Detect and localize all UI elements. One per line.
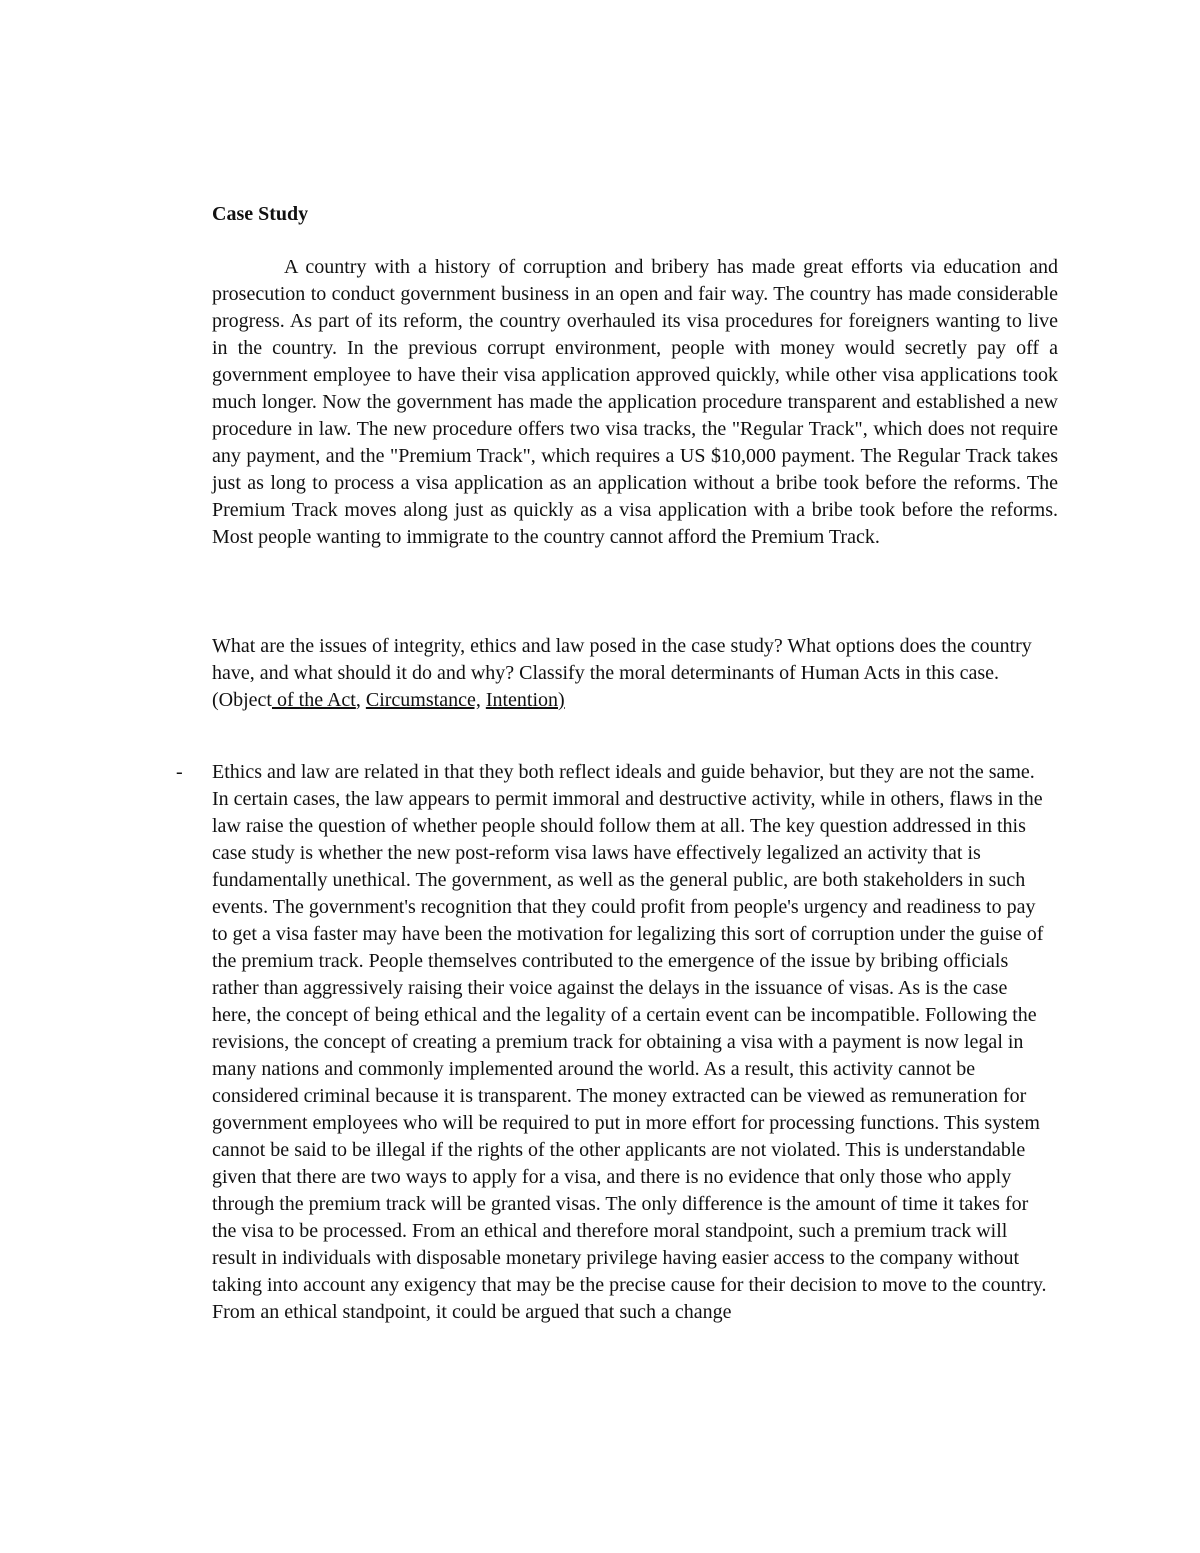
case-study-title: Case Study <box>212 203 309 225</box>
case-question-paragraph <box>212 633 1058 714</box>
list-bullet-dash: - <box>176 761 183 783</box>
question-text: What are the issues of integrity, ethics and law posed in the case study? What options does the country have, and what should it do and why? Classify the moral determinants of Human Acts in this case. (Object <box>212 635 1032 711</box>
determinant-circumstance: Circumstance, <box>365 689 481 711</box>
determinant-intention: Intention) <box>485 689 565 711</box>
determinant-object-of-act: of the Act <box>271 689 356 711</box>
separator-1: , <box>355 689 366 711</box>
case-description-paragraph: A country with a history of corruption and bribery has made great efforts via education and prosecution to conduct government business in an open and fair way. The country has made considerable progress. As part of its reform, the country overhauled its visa procedures for foreigners wanting to live in the country. In the previous corrupt environment, people with money would secretly pay off a government employee to have their visa application approved quickly, while other visa applications took much longer. Now the government has made the application procedure transparent and established a new procedure in law. The new procedure offers two visa tracks, the "Regular Track", which does not require any payment, and the "Premium Track", which requires a US $10,000 payment. The Regular Track takes just as long to process a visa application as an application without a bribe took before the reforms. The Premium Track moves along just as quickly as a visa application with a bribe took before the reforms. Most people wanting to immigrate to the country cannot afford the Premium Track. <box>212 256 1058 548</box>
answer-paragraph: Ethics and law are related in that they both reflect ideals and guide behavior, but they are not the same. In certain cases, the law appears to permit immoral and destructive activity, while in others, flaws in the law raise the question of whether people should follow them at all. The key question addressed in this case study is whether the new post-reform visa laws have effectively legalized an activity that is fundamentally unethical. The government, as well as the general public, are both stakeholders in such events. The government's recognition that they could profit from people's urgency and readiness to pay to get a visa faster may have been the motivation for legalizing this sort of corruption under the guise of the premium track. People themselves contributed to the emergence of the issue by bribing officials rather than aggressively raising their voice against the delays in the issuance of visas. As is the case here, the concept of being ethical and the legality of a certain event can be incompatible. Following the revisions, the concept of creating a premium track for obtaining a visa with a payment is now legal in many nations and commonly implemented around the world. As a result, this activity cannot be considered criminal because it is transparent. The money extracted can be viewed as remuneration for government employees who will be required to put in more effort for processing functions. This system cannot be said to be illegal if the rights of the other applicants are not violated. This is understandable given that there are two ways to apply for a visa, and there is no evidence that only those who apply through the premium track will be granted visas. The only difference is the amount of time it takes for the visa to be processed. From an ethical and therefore moral standpoint, such a premium track will result in individuals with disposable monetary privilege having easier access to the company without taking into account any exigency that may be the precise cause for their decision to move to the country. From an ethical standpoint, it could be argued that such a change <box>212 761 1047 1323</box>
